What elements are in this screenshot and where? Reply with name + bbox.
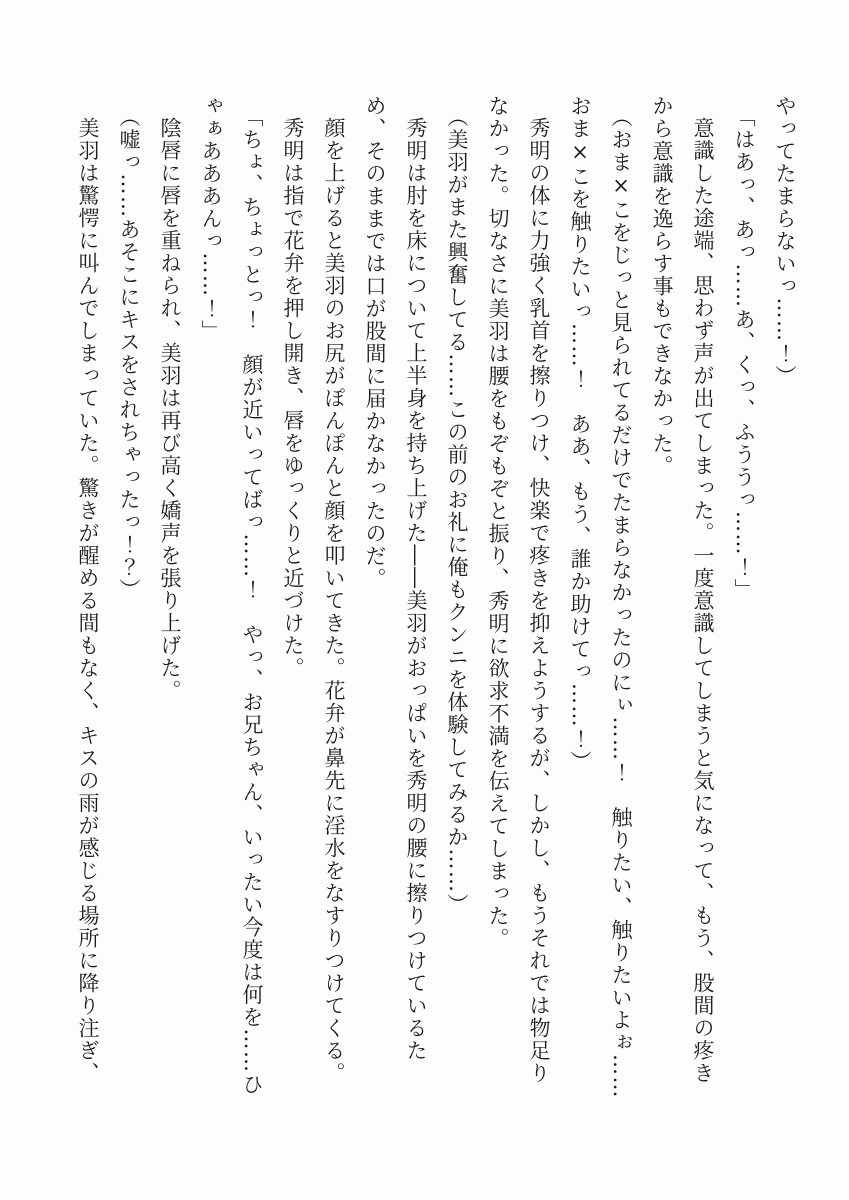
text-line: から意識を逸らす事もできなかった。	[650, 95, 674, 478]
text-line: 意識した途端、思わず声が出てしまった。一度意識してしまうと気になって、もう、股間の疼き	[691, 117, 715, 1085]
text-line: め、そのままでは口が股間に届かなかったのだ。	[363, 95, 387, 590]
text-line: 「はあっ、あっ……あ、くっ、ふううっ……！」	[732, 106, 756, 601]
text-line: 顔を上げると美羽のお尻がぽんぽんと顔を叩いてきた。花弁が鼻先に淫水をなすりつけてくる。	[322, 117, 346, 1085]
text-line: 美羽は驚愕に叫んでしまっていた。驚きが醒める間もなく、キスの雨が感じる場所に降り注ぎ、	[76, 117, 100, 1085]
text-line: （おま×こをじっと見られてるだけでたまらなかったのにぃ……！ 触りたい、触りたいよぉ……	[609, 106, 633, 1099]
text-line: やってたまらないっ……！）	[773, 95, 797, 388]
text-line: （美羽がまた興奮してる……この前のお礼に俺もクンニを体験してみるか……）	[445, 106, 469, 916]
text-line: 秀明は肘を床について上半身を持ち上げた――美羽がおっぱいを秀明の腰に擦りつけているた	[404, 117, 428, 1062]
text-line: （嘘っ……あそこにキスをされちゃったっ！？）	[117, 106, 141, 601]
text-line: 秀明は指で花弁を押し開き、唇をゆっくりと近づけた。	[281, 117, 305, 680]
text-line: ゃぁあああんっ……！」	[199, 95, 223, 343]
text-line: 陰唇に唇を重ねられ、美羽は再び高く嬌声を張り上げた。	[158, 117, 182, 702]
text-line: 「ちょ、ちょっとっ！ 顔が近いってばっ……！ やっ、お兄ちゃん、いったい今度は何を……ひ	[240, 106, 264, 1096]
vertical-text-block	[67, 95, 805, 1105]
text-line: 秀明の体に力強く乳首を擦りつけ、快楽で疼きを抑えようするが、しかし、もうそれでは物足り	[527, 117, 551, 1085]
text-line: なかった。切なさに美羽は腰をもぞもぞと振り、秀明に欲求不満を伝えてしまった。	[486, 95, 510, 950]
text-line: おま×こを触りたいっ……！ ああ、もう、誰か助けてっ……！）	[568, 95, 592, 773]
